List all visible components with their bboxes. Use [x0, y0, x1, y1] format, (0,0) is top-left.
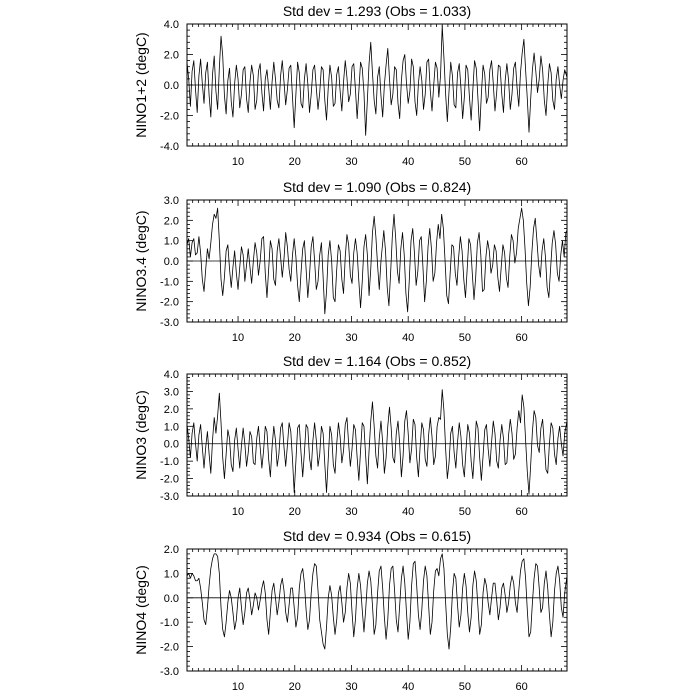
x-tick-label: 10: [231, 332, 245, 344]
chart-title: Std dev = 0.934 (Obs = 0.615): [282, 528, 472, 544]
y-tick-label: 1.0: [163, 568, 179, 581]
x-tick-label: 40: [402, 681, 415, 693]
y-tick-label: 2.0: [163, 544, 179, 556]
x-tick-label: 40: [402, 332, 415, 344]
y-tick-label: 4.0: [163, 19, 179, 31]
y-tick-label: -2.0: [160, 473, 179, 486]
y-axis-label: NINO1+2 (degC): [133, 32, 149, 138]
y-tick-label: -2.0: [160, 110, 179, 123]
x-tick-label: 20: [288, 506, 301, 518]
y-tick-label: -3.0: [160, 666, 179, 678]
x-tick-label: 40: [402, 156, 415, 168]
chart-panel-3: [133, 353, 567, 518]
y-tick-label: 1.0: [163, 421, 179, 434]
chart-title: Std dev = 1.293 (Obs = 1.033): [282, 3, 472, 19]
chart-title: Std dev = 1.164 (Obs = 0.852): [282, 353, 472, 369]
x-tick-label: 60: [515, 506, 528, 518]
x-tick-label: 60: [515, 332, 528, 344]
x-tick-label: 60: [515, 681, 528, 693]
y-axis-label: NINO3.4 (degC): [133, 210, 149, 312]
y-tick-label: 3.0: [163, 386, 179, 399]
y-tick-label: 0.0: [163, 438, 179, 451]
y-tick-label: -1.0: [160, 456, 179, 469]
y-tick-label: -4.0: [160, 141, 179, 153]
y-tick-label: 0.0: [163, 592, 179, 605]
y-tick-label: 1.0: [163, 235, 179, 248]
x-tick-label: 20: [288, 332, 301, 344]
y-tick-label: -1.0: [160, 276, 179, 289]
y-tick-label: -2.0: [160, 641, 179, 654]
chart-panel-4: [133, 528, 567, 693]
x-tick-label: 50: [458, 156, 472, 168]
series-line-nino4: [187, 554, 567, 649]
chart-title: Std dev = 1.090 (Obs = 0.824): [282, 179, 472, 195]
y-tick-label: -1.0: [160, 617, 179, 630]
y-axis-label: NINO4 (degC): [133, 565, 149, 655]
x-tick-label: 50: [458, 332, 472, 344]
y-axis-label: NINO3 (degC): [133, 390, 149, 480]
x-tick-label: 10: [231, 681, 245, 693]
series-line-nino1-2: [187, 26, 567, 136]
x-tick-label: 30: [345, 506, 358, 518]
y-tick-label: -3.0: [160, 317, 179, 329]
y-tick-label: -3.0: [160, 491, 179, 503]
x-tick-label: 60: [515, 156, 528, 168]
x-tick-label: 30: [345, 681, 358, 693]
x-tick-label: 40: [402, 506, 415, 518]
x-tick-label: 10: [231, 506, 245, 518]
y-tick-label: 2.0: [163, 403, 179, 416]
y-tick-label: -2.0: [160, 296, 179, 309]
x-tick-label: 50: [458, 681, 472, 693]
chart-panel-2: [133, 179, 567, 344]
x-tick-label: 30: [345, 332, 358, 344]
y-tick-label: 4.0: [163, 369, 179, 381]
x-tick-label: 20: [288, 681, 301, 693]
y-tick-label: 0.0: [163, 256, 179, 268]
y-tick-label: 3.0: [163, 195, 179, 207]
x-tick-label: 20: [288, 156, 301, 168]
y-tick-label: 0.0: [163, 80, 179, 92]
series-line-nino3: [187, 390, 567, 495]
x-tick-label: 50: [458, 506, 472, 518]
x-tick-label: 30: [345, 156, 358, 168]
y-tick-label: 2.0: [163, 215, 179, 228]
x-tick-label: 10: [231, 156, 245, 168]
chart-panel-1: [133, 3, 567, 168]
y-tick-label: 2.0: [163, 49, 179, 62]
